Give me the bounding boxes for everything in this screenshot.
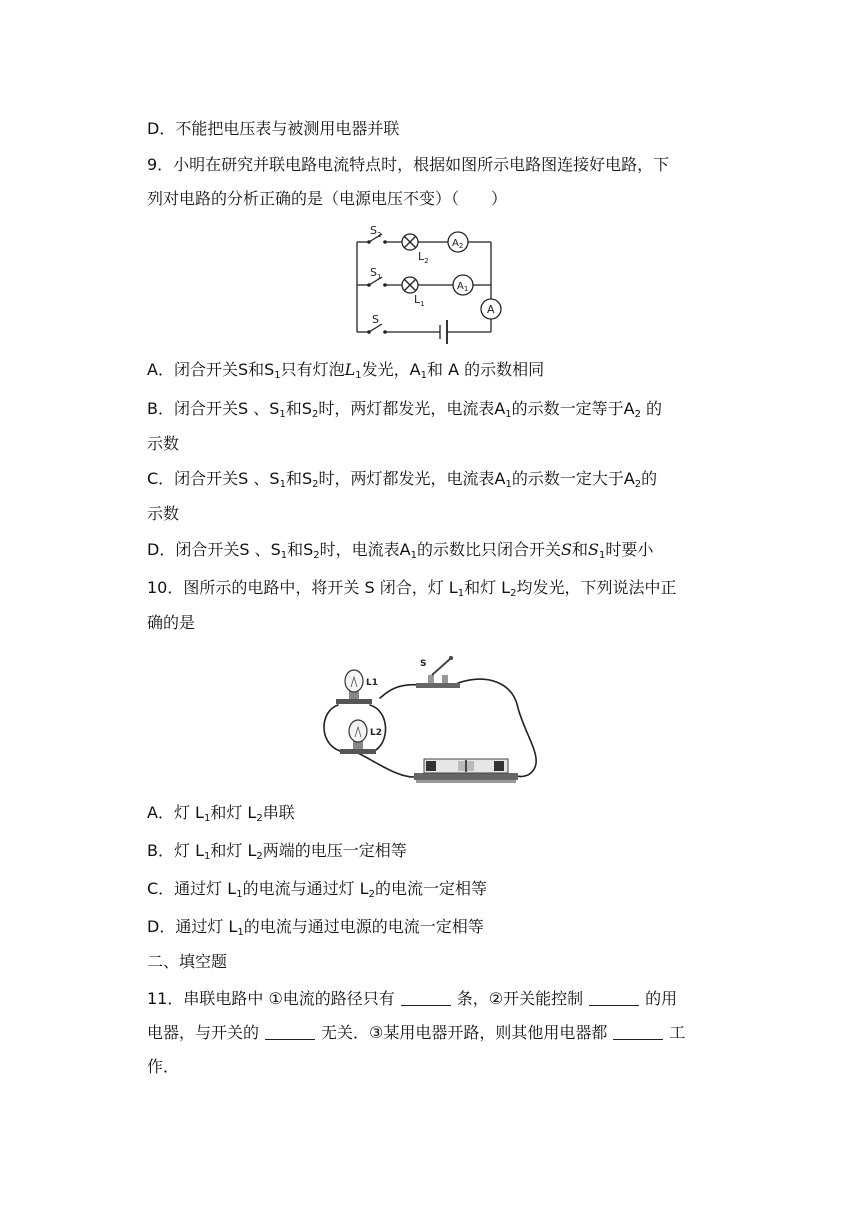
- switch-s-icon: [416, 656, 460, 688]
- q10-circuit-photo: [318, 653, 546, 788]
- q9-option-b: B．闭合开关S 、$S_1$和$S_2$时，两灯都发光，电流表$A_1$的示数一定等于$A_2$ 的: [147, 399, 663, 420]
- q9-option-a: A．闭合开关S和$S_1$只有灯泡$L_1$发光，$A_1$和 A 的示数相同: [147, 360, 545, 381]
- q10-option-b: B．灯 $L_1$和灯 $L_2$两端的电压一定相等: [147, 841, 407, 862]
- label-a2: $A_2$: [452, 238, 464, 250]
- section-heading-fill-in: 二、填空题: [147, 952, 228, 971]
- label-a: A: [487, 303, 495, 316]
- lamp-l2-icon: [340, 720, 382, 754]
- q8-option-d: D．不能把电压表与被测用电器并联: [147, 119, 400, 138]
- q9-circuit-diagram: [350, 222, 510, 344]
- q10-option-d: D．通过灯 $L_1$的电流与通过电源的电流一定相等: [147, 917, 484, 938]
- q9-stem-line2: 列对电路的分析正确的是（电源电压不变）（ ）: [147, 189, 508, 208]
- q11-blank-4[interactable]: [613, 1023, 663, 1040]
- label-s1: $S_1$: [370, 266, 382, 281]
- q11-line3: 作．: [147, 1057, 180, 1076]
- q11-line2: 电器，与开关的 无关．③某用电器开路，则其他用电器都 工: [147, 1023, 686, 1042]
- svg-text:S: S: [420, 659, 427, 669]
- label-l1: $L_1$: [414, 293, 425, 308]
- q11-blank-1[interactable]: [401, 989, 451, 1006]
- q10-stem-line2: 确的是: [147, 613, 196, 632]
- label-s: S: [372, 313, 379, 326]
- label-s2: $S_2$: [370, 224, 382, 239]
- q11-blank-3[interactable]: [265, 1023, 315, 1040]
- q9-option-d: D．闭合开关S 、$S_1$和$S_2$时，电流表$A_1$的示数比只闭合开关S和$S_1$时要小: [147, 540, 654, 561]
- q11-blank-2[interactable]: [589, 989, 639, 1006]
- q10-option-c: C．通过灯 $L_1$的电流与通过灯 $L_2$的电流一定相等: [147, 879, 487, 900]
- q9-option-c: C．闭合开关S 、$S_1$和$S_2$时，两灯都发光，电流表$A_1$的示数一定大于$A_2$的: [147, 469, 658, 490]
- q10-option-a: A．灯 $L_1$和灯 $L_2$串联: [147, 803, 295, 824]
- q9-option-c-cont: 示数: [147, 504, 180, 523]
- battery-holder-icon: [414, 759, 518, 783]
- q9-stem-line1: 9．小明在研究并联电路电流特点时，根据如图所示电路图连接好电路，下: [147, 155, 670, 174]
- q10-stem-line1: 10．图所示的电路中，将开关 S 闭合，灯 $L_1$和灯 $L_2$均发光，下列说法中正: [147, 578, 677, 599]
- label-l2: $L_2$: [418, 250, 429, 265]
- svg-text:L2: L2: [370, 728, 382, 738]
- q11-line1: 11．串联电路中 ①电流的路径只有 条，②开关能控制 的用: [147, 989, 678, 1008]
- lamp-l1-icon: [336, 670, 378, 704]
- label-a1: $A_1$: [457, 281, 469, 293]
- q9-option-b-cont: 示数: [147, 434, 180, 453]
- svg-text:L1: L1: [366, 678, 378, 688]
